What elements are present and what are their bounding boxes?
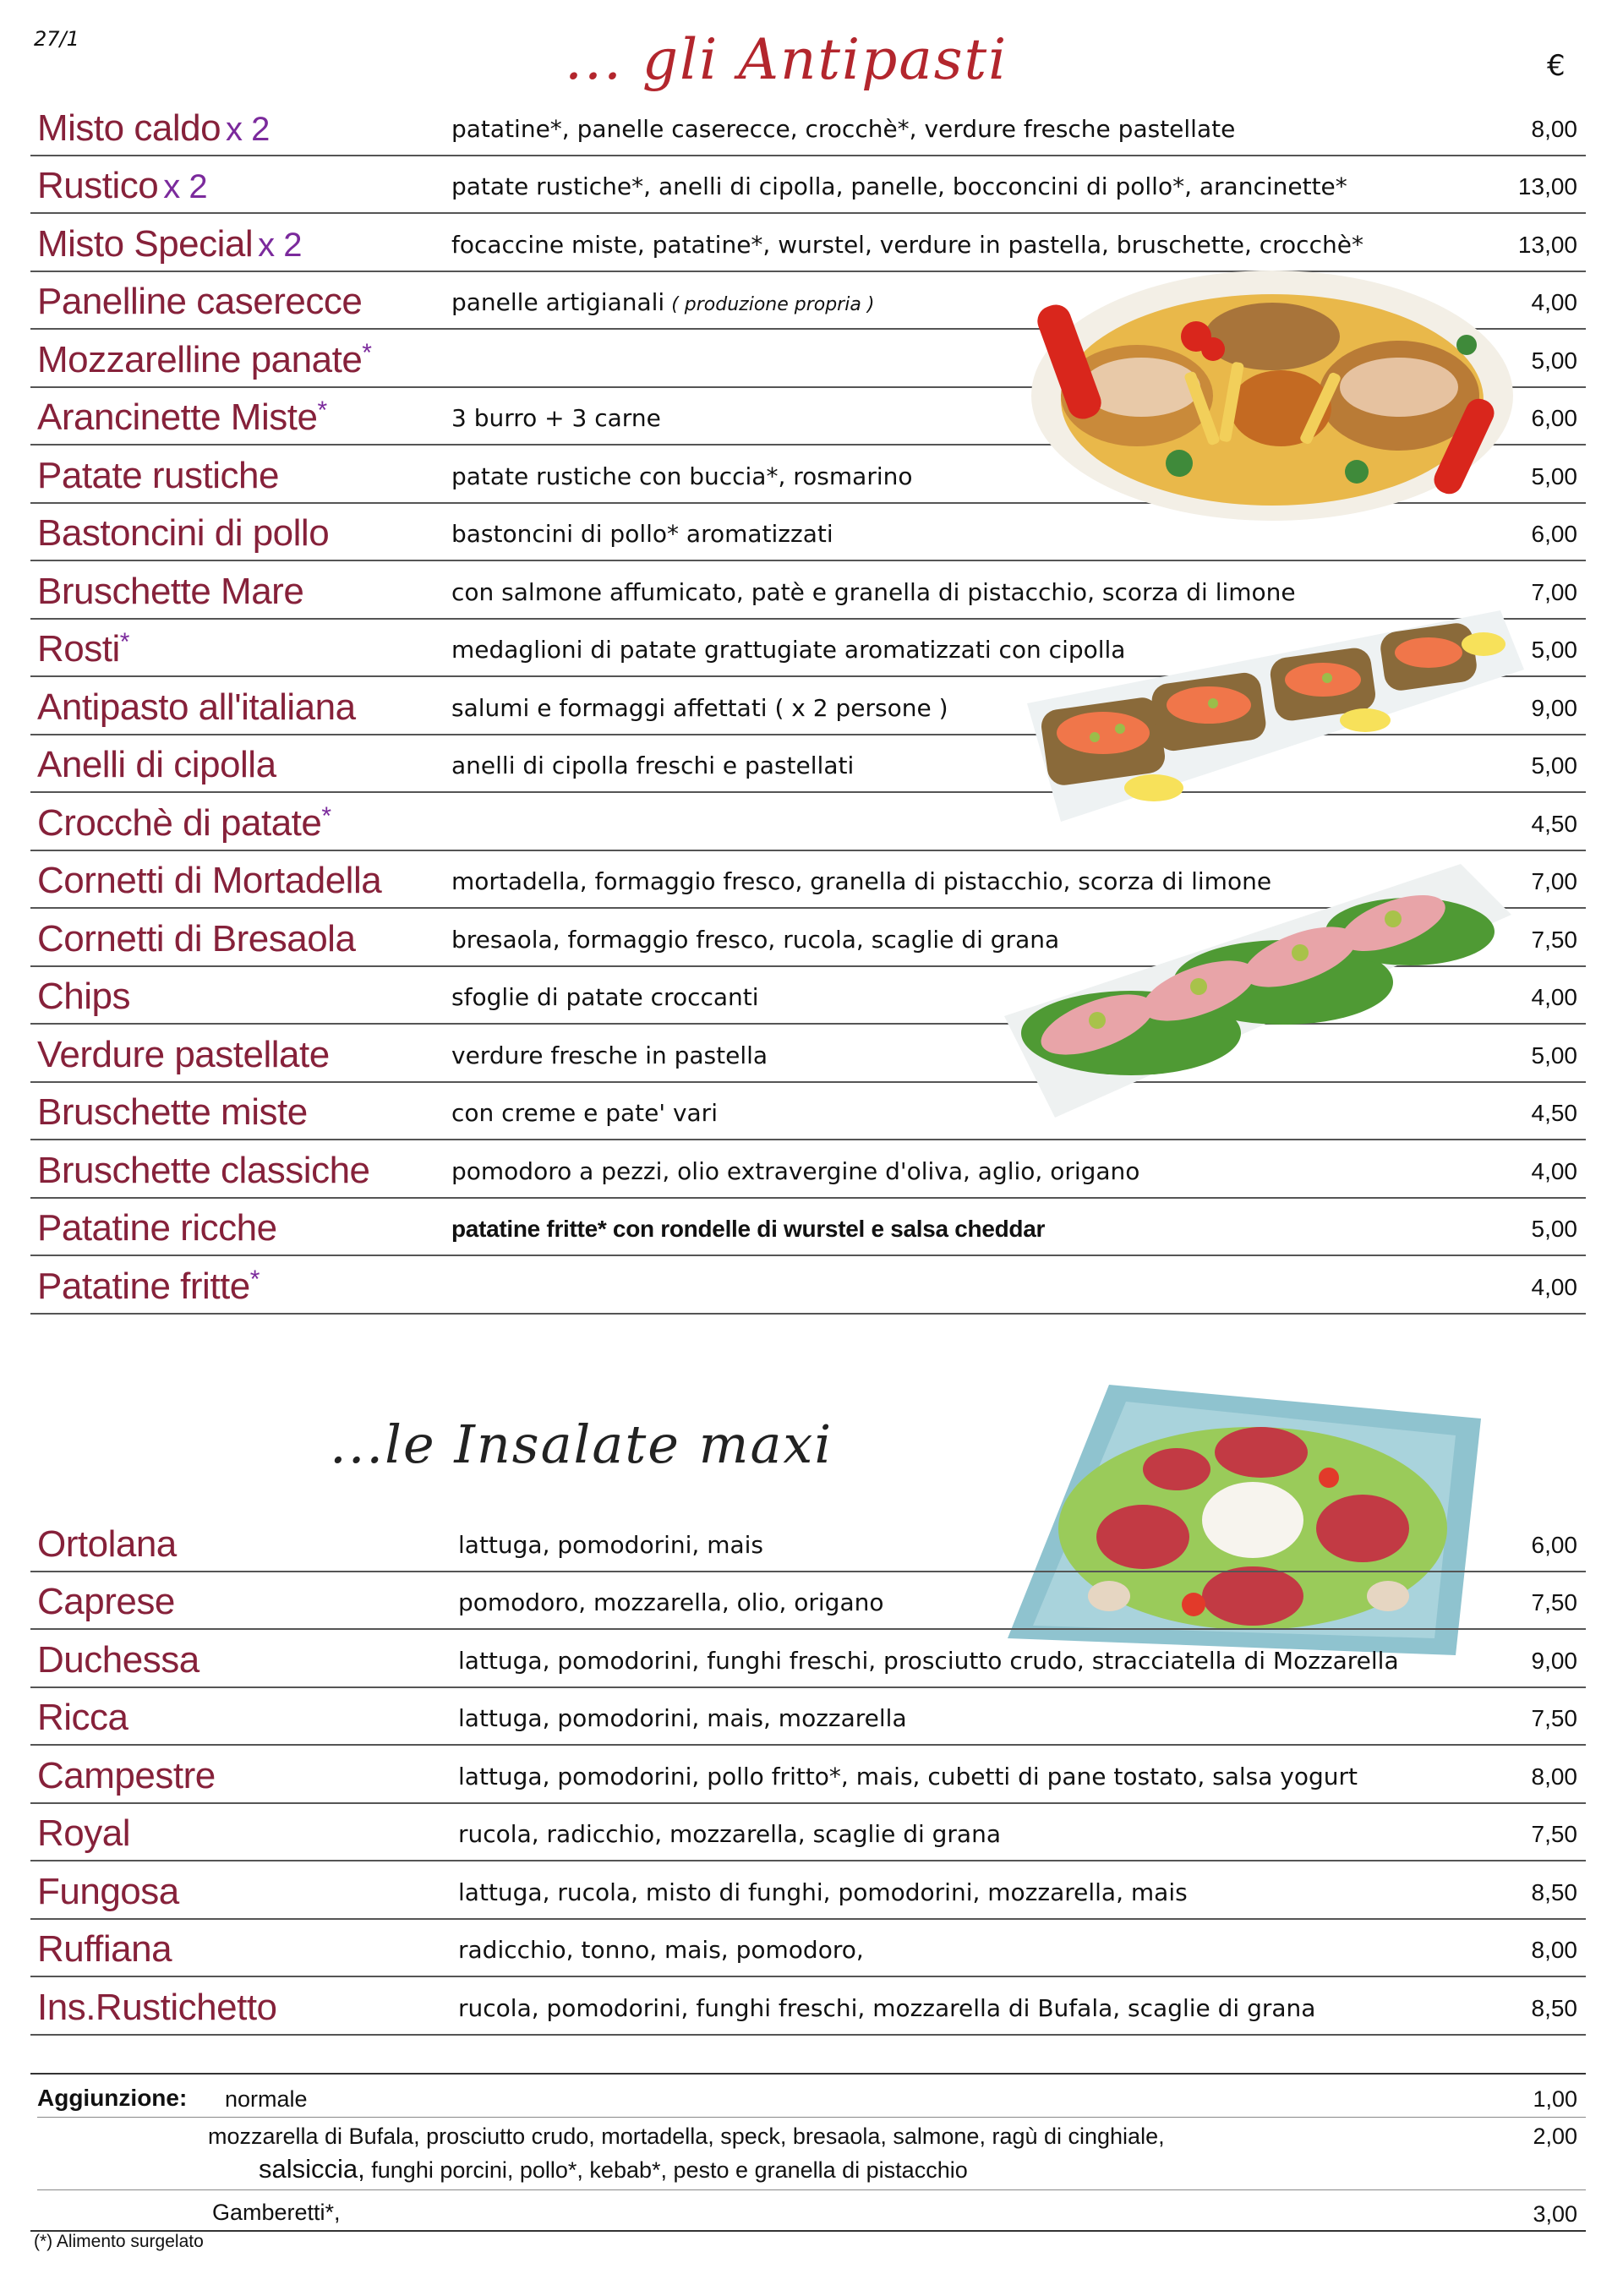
dish-name-text: Misto caldo <box>37 107 221 149</box>
dish-price: 5,00 <box>1531 1041 1577 1069</box>
menu-row <box>30 1804 1586 1862</box>
dish-name-text: Bruschette classiche <box>37 1149 370 1191</box>
menu-row <box>30 156 1586 215</box>
dish-name-text: Anelli di cipolla <box>37 744 276 785</box>
dish-name-text: Panelline caserecce <box>37 281 363 322</box>
dish-name-text: Arancinette Miste <box>37 396 318 438</box>
dish-description-text: patate rustiche con buccia*, rosmarino <box>451 462 913 490</box>
dish-description <box>451 172 1347 200</box>
dish-description <box>451 1216 1045 1243</box>
dish-description-text: panelle artigianali <box>451 288 665 316</box>
dish-name-text: Cornetti di Bresaola <box>37 917 356 959</box>
dish-name <box>37 512 329 555</box>
aggiunzione-premium-price: 2,00 <box>1533 2124 1577 2149</box>
salad-price: 7,50 <box>1531 1705 1577 1731</box>
salad-price: 7,50 <box>1531 1589 1577 1615</box>
dish-name-text: Patate rustiche <box>37 454 279 496</box>
dish-name-text: Bastoncini di pollo <box>37 512 330 554</box>
dish-price: 6,00 <box>1531 405 1577 431</box>
salad-name: Fungosa <box>37 1870 179 1912</box>
dish-name <box>37 281 362 323</box>
salad-price: 8,00 <box>1531 1763 1577 1790</box>
dish-price: 7,00 <box>1531 868 1577 894</box>
menu-row <box>30 1920 1586 1978</box>
salad-name: Ins.Rustichetto <box>37 1986 277 2028</box>
dish-description <box>451 752 854 779</box>
dish-description <box>451 983 759 1011</box>
dish-name-text: Cornetti di Mortadella <box>37 860 382 901</box>
salad-description: pomodoro, mozzarella, olio, origano <box>458 1588 884 1616</box>
dish-name <box>37 455 279 497</box>
dish-price: 6,00 <box>1531 521 1577 547</box>
dish-price: 13,00 <box>1517 173 1577 200</box>
dish-description <box>451 926 1059 954</box>
dish-description <box>451 231 1363 259</box>
salad-name: Ortolana <box>37 1522 177 1565</box>
dish-description-text: con salmone affumicato, patè e granella di pistacchio, scorza di limone <box>451 577 1296 606</box>
dish-note: ( produzione propria ) <box>671 294 875 315</box>
dish-name <box>37 1266 260 1308</box>
aggiunzione-salsiccia: salsiccia, <box>259 2154 365 2184</box>
salad-price: 9,00 <box>1531 1647 1577 1674</box>
dish-price: 7,50 <box>1531 926 1577 953</box>
dish-price: 5,00 <box>1531 462 1577 489</box>
dish-name <box>37 571 303 613</box>
currency-symbol: € <box>1547 49 1566 83</box>
aggiunzione-gamberetti-price: 3,00 <box>1533 2201 1577 2227</box>
salad-description: lattuga, pomodorini, funghi freschi, prosciutto crudo, stracciatella di Mozzarella <box>458 1646 1399 1675</box>
salad-name: Caprese <box>37 1581 175 1622</box>
dish-description <box>451 462 912 490</box>
aggiunzione-premium-list: mozzarella di Bufala, prosciutto crudo, mortadella, speck, bresaola, salmone, ragù di cinghiale, <box>208 2124 1165 2149</box>
salad-price: 8,50 <box>1531 1994 1577 2021</box>
salad-name: Campestre <box>37 1754 216 1796</box>
dish-name-text: Patatine fritte <box>37 1265 250 1307</box>
dish-name-text: Mozzarelline panate <box>37 338 363 380</box>
salad-description: radicchio, tonno, mais, pomodoro, <box>458 1936 864 1964</box>
dish-price: 5,00 <box>1531 752 1577 779</box>
aggiunzione-top-rule <box>30 2073 1586 2075</box>
salad-price: 8,00 <box>1531 1937 1577 1963</box>
dish-price: 5,00 <box>1531 347 1577 374</box>
dish-multiplier: x 2 <box>163 168 208 205</box>
menu-row <box>30 1746 1586 1804</box>
menu-row <box>30 1140 1586 1199</box>
dish-name <box>37 1091 308 1134</box>
antipasti-section-title: ... gli Antipasti <box>565 27 1008 92</box>
dish-name <box>37 223 302 265</box>
dish-description <box>451 1157 1139 1185</box>
dish-description <box>451 1099 718 1127</box>
dish-name <box>37 165 207 207</box>
dish-name-text: Rustico <box>37 165 159 206</box>
dish-name <box>37 802 331 845</box>
menu-row <box>30 214 1586 272</box>
dish-description-text: sfoglie di patate croccanti <box>451 983 759 1011</box>
frozen-marker: * <box>249 1265 260 1293</box>
insalate-list <box>30 1514 1586 2036</box>
dish-name-text: Misto Special <box>37 222 254 265</box>
menu-row <box>30 98 1586 156</box>
menu-row <box>30 1514 1586 1572</box>
dish-description-text: mortadella, formaggio fresco, granella di pistacchio, scorza di limone <box>451 867 1272 895</box>
dish-name <box>37 1150 370 1192</box>
dish-price: 4,00 <box>1531 1273 1577 1300</box>
dish-name <box>37 976 130 1018</box>
aggiunzione-normale-price: 1,00 <box>1533 2086 1577 2112</box>
dish-name <box>37 744 276 786</box>
dish-name <box>37 107 270 150</box>
salad-description: rucola, radicchio, mozzarella, scaglie di grana <box>458 1820 1001 1848</box>
dish-price: 5,00 <box>1531 637 1577 663</box>
dish-name <box>37 686 356 729</box>
dish-name-text: Rosti <box>37 628 120 670</box>
menu-row <box>30 1861 1586 1920</box>
salad-description: rucola, pomodorini, funghi freschi, mozzarella di Bufala, scaglie di grana <box>458 1993 1316 2022</box>
dish-description-text: patatine*, panelle caserecce, crocchè*, verdure fresche pastellate <box>451 114 1236 143</box>
dish-name <box>37 1207 277 1249</box>
dish-price: 5,00 <box>1531 1216 1577 1242</box>
dish-price: 7,00 <box>1531 578 1577 605</box>
frozen-marker: * <box>119 628 129 656</box>
menu-row <box>30 1256 1586 1315</box>
salad-name: Royal <box>37 1812 130 1854</box>
dish-name-text: Bruschette miste <box>37 1091 308 1133</box>
aggiunzione-premium-list-cont <box>259 2154 968 2184</box>
salad-description: lattuga, pomodorini, mais, mozzarella <box>458 1704 907 1732</box>
dish-description <box>451 520 833 548</box>
dish-name <box>37 1034 330 1076</box>
salad-description: lattuga, rucola, misto di funghi, pomodorini, mozzarella, mais <box>458 1878 1188 1906</box>
cornetti-bresaola-photo <box>1004 864 1511 1118</box>
dish-name <box>37 918 355 960</box>
salad-description: lattuga, pomodorini, pollo fritto*, mais, cubetti di pane tostato, salsa yogurt <box>458 1762 1358 1790</box>
dish-description-text: con creme e pate' vari <box>451 1099 718 1127</box>
dish-description-text: bastoncini di pollo* aromatizzati <box>451 520 833 548</box>
footnote: (*) Alimento surgelato <box>34 2232 204 2251</box>
dish-price: 4,00 <box>1531 984 1577 1010</box>
dish-description-text: anelli di cipolla freschi e pastellati <box>451 752 855 779</box>
salad-price: 8,50 <box>1531 1878 1577 1905</box>
dish-name-text: Verdure pastellate <box>37 1033 330 1075</box>
dish-name-text: Crocchè di patate <box>37 801 322 844</box>
dish-description-text: patate rustiche*, anelli di cipolla, panelle, bocconcini di pollo*, arancinette* <box>451 172 1347 200</box>
dish-description-text: patatine fritte* con rondelle di wurstel e salsa cheddar <box>451 1216 1046 1242</box>
dish-price: 13,00 <box>1517 231 1577 258</box>
dish-description-text: verdure fresche in pastella <box>451 1041 768 1069</box>
dish-name <box>37 396 327 439</box>
bruschette-salmone-photo <box>1027 610 1524 822</box>
salad-name: Ruffiana <box>37 1928 172 1970</box>
dish-price: 9,00 <box>1531 694 1577 721</box>
aggiunzione-premium-list-tail: funghi porcini, pollo*, kebab*, pesto e granella di pistacchio <box>364 2157 968 2183</box>
dish-description <box>451 288 874 316</box>
dish-description-text: salumi e formaggi affettati ( x 2 persone ) <box>451 693 948 722</box>
dish-name <box>37 628 129 670</box>
dish-description-text: 3 burro + 3 carne <box>451 404 661 432</box>
insalate-section-title: ...le Insalate maxi <box>330 1413 833 1475</box>
dish-name <box>37 339 371 381</box>
frozen-marker: * <box>362 338 372 367</box>
dish-description <box>451 115 1235 143</box>
dish-description-text: focaccine miste, patatine*, wurstel, verdure in pastella, bruschette, crocchè* <box>451 230 1363 259</box>
aggiunzione-divider <box>37 2117 1586 2118</box>
dish-description <box>451 578 1296 606</box>
salad-description: lattuga, pomodorini, mais <box>458 1530 764 1559</box>
dish-name <box>37 860 381 902</box>
dish-description <box>451 1041 768 1069</box>
dish-description <box>451 694 948 722</box>
menu-row <box>30 1630 1586 1688</box>
menu-row <box>30 1572 1586 1631</box>
dish-description <box>451 636 1125 664</box>
dish-name-text: Antipasto all'italiana <box>37 686 356 728</box>
dish-price: 4,00 <box>1531 1157 1577 1184</box>
dish-name-text: Patatine ricche <box>37 1207 277 1249</box>
aggiunzione-bottom-rule <box>30 2230 1586 2232</box>
dish-description <box>451 404 661 432</box>
menu-row <box>30 1977 1586 2036</box>
dish-multiplier: x 2 <box>258 226 303 264</box>
dish-price: 8,00 <box>1531 115 1577 142</box>
dish-price: 4,00 <box>1531 289 1577 315</box>
dish-multiplier: x 2 <box>226 110 270 148</box>
menu-row <box>30 1199 1586 1257</box>
salad-name: Ricca <box>37 1697 128 1738</box>
page-code: 27/1 <box>34 27 79 51</box>
dish-price: 4,50 <box>1531 810 1577 837</box>
salad-name: Duchessa <box>37 1638 199 1681</box>
menu-row <box>30 1688 1586 1747</box>
aggiunzione-normale: normale <box>225 2086 308 2112</box>
dish-name-text: Bruschette Mare <box>37 570 304 612</box>
dish-price: 4,50 <box>1531 1100 1577 1126</box>
frozen-marker: * <box>317 396 327 424</box>
dish-name-text: Chips <box>37 976 130 1017</box>
dish-description-text: medaglioni di patate grattugiate aromatizzati con cipolla <box>451 636 1126 664</box>
platter-fritti-photo <box>1027 269 1517 522</box>
salad-price: 6,00 <box>1531 1531 1577 1558</box>
dish-description-text: bresaola, formaggio fresco, rucola, scaglie di grana <box>451 925 1060 954</box>
frozen-marker: * <box>321 801 331 830</box>
aggiunzione-divider <box>37 2189 1586 2190</box>
aggiunzione-title: Aggiunzione: <box>37 2085 188 2111</box>
dish-description-text: pomodoro a pezzi, olio extravergine d'oliva, aglio, origano <box>451 1156 1140 1185</box>
aggiunzione-gamberetti: Gamberetti*, <box>212 2200 341 2225</box>
salad-price: 7,50 <box>1531 1821 1577 1847</box>
